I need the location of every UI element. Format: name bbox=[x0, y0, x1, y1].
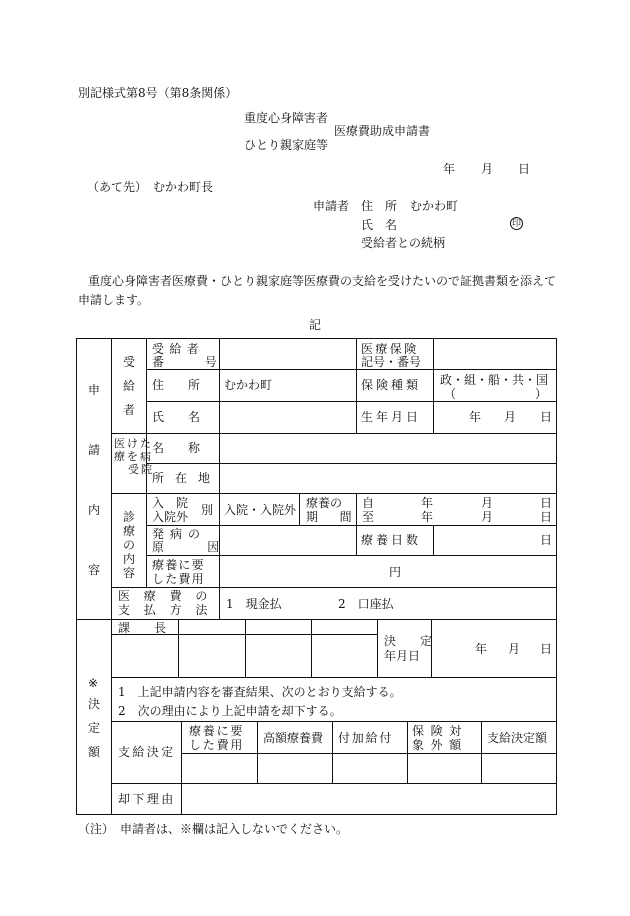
cause-label-1: 発病の bbox=[152, 527, 207, 541]
period-to-month: 月 bbox=[481, 510, 494, 524]
payment-decision-label: 支給決定 bbox=[118, 745, 176, 759]
period-to: 至 bbox=[362, 510, 375, 524]
applicant-address-value: むかわ町 bbox=[410, 199, 459, 213]
hospital-location-label: 所 在 地 bbox=[152, 471, 214, 485]
hospital-location-field[interactable] bbox=[220, 464, 556, 493]
hospital-name-field[interactable] bbox=[220, 434, 556, 463]
decision-date-label-1: 決 定 bbox=[384, 634, 439, 648]
applicant-address-label: 住 所 bbox=[361, 199, 398, 213]
col-excluded-label-1: 保険対 bbox=[412, 724, 468, 738]
birth-label: 生年月日 bbox=[361, 410, 422, 424]
date-month: 月 bbox=[481, 162, 494, 176]
decision-year: 年 bbox=[475, 642, 488, 656]
section-char-sei: 請 bbox=[88, 443, 101, 457]
cost-unit[interactable]: 円 bbox=[389, 565, 402, 579]
insurance-type-label: 保険種類 bbox=[361, 378, 422, 392]
date-year: 年 bbox=[443, 162, 456, 176]
date-day: 日 bbox=[518, 162, 531, 176]
amount-additional-field[interactable] bbox=[333, 754, 407, 783]
treatment-char-3: の bbox=[123, 538, 136, 552]
insurance-number-field[interactable] bbox=[434, 339, 556, 369]
period-from-day: 日 bbox=[540, 496, 553, 510]
amount-excluded-field[interactable] bbox=[408, 754, 481, 783]
payment-bank-option[interactable]: 2 口座払 bbox=[338, 597, 394, 611]
payment-label-2: 支払方法 bbox=[118, 603, 222, 617]
recipient-number-label-2: 番 号 bbox=[152, 355, 232, 369]
name-field[interactable] bbox=[220, 402, 355, 432]
cost-label-2: した費用 bbox=[152, 572, 205, 586]
birth-day: 日 bbox=[540, 410, 553, 424]
seal-mark: 印 bbox=[511, 219, 521, 229]
decision-day: 日 bbox=[540, 642, 553, 656]
footnote: （注） 申請者は、※欄は記入しないでください。 bbox=[78, 822, 349, 836]
birth-month: 月 bbox=[504, 410, 517, 424]
col-cost-label-2: した費用 bbox=[189, 738, 245, 752]
decision-char-1: 決 bbox=[88, 697, 101, 711]
period-to-year: 年 bbox=[421, 510, 434, 524]
decision-mark: ※ bbox=[88, 676, 99, 690]
payment-label-1: 医療費の bbox=[118, 589, 222, 603]
rejection-label: 却下理由 bbox=[118, 792, 176, 806]
hospital-name-label: 名 称 bbox=[152, 441, 201, 455]
decision-char-2: 定 bbox=[88, 721, 101, 735]
kacho-label: 課 長 bbox=[118, 621, 167, 635]
amount-total-field[interactable] bbox=[482, 754, 556, 783]
decision-date-label-2: 年月日 bbox=[384, 649, 421, 663]
decision-option-2[interactable]: 2 次の理由により上記申請を却下する。 bbox=[118, 704, 342, 718]
inpatient-label-1: 入 院 bbox=[152, 496, 189, 510]
section-char-you: 容 bbox=[88, 563, 101, 577]
section-char-shin: 申 bbox=[88, 383, 101, 397]
section-char-nai: 内 bbox=[88, 503, 101, 517]
period-label-1: 療養の bbox=[306, 496, 343, 510]
cost-label-1: 療養に要 bbox=[152, 558, 205, 572]
recipient-char-1: 受 bbox=[123, 355, 136, 369]
applicant-relation-label: 受給者との続柄 bbox=[361, 236, 446, 250]
insurance-number-label-1: 医療保険 bbox=[361, 342, 419, 356]
hospital-group-label: 医 け た 療 を 病 受 院 bbox=[114, 437, 152, 476]
recipient-char-2: 給 bbox=[123, 379, 136, 393]
cause-field[interactable] bbox=[220, 526, 355, 555]
inpatient-label-2: 入院外 bbox=[152, 510, 189, 524]
form-id: 別記様式第8号（第8条関係） bbox=[78, 86, 238, 100]
col-excluded-label-2: 象外額 bbox=[412, 738, 468, 752]
name-label: 氏 名 bbox=[152, 410, 201, 424]
inpatient-value[interactable]: 入院・入院外 bbox=[224, 503, 297, 517]
insurance-type-value[interactable]: 政・組・船・共・国 bbox=[440, 373, 549, 387]
period-from-year: 年 bbox=[421, 496, 434, 510]
amount-cost-field[interactable] bbox=[182, 754, 257, 783]
address-label: 住 所 bbox=[152, 378, 201, 392]
period-label-2: 期 間 bbox=[306, 510, 357, 524]
rejection-field[interactable] bbox=[182, 784, 556, 814]
title-line-2: 医療費助成申請書 bbox=[334, 124, 431, 138]
days-label: 療養日数 bbox=[361, 533, 422, 547]
decision-char-3: 額 bbox=[88, 745, 101, 759]
recipient-number-label-1: 受給者 bbox=[152, 342, 205, 356]
insurance-paren-open: （ bbox=[444, 387, 457, 401]
days-unit: 日 bbox=[540, 533, 553, 547]
recipient-number-field[interactable] bbox=[220, 339, 355, 369]
addressee: （あて先） むかわ町長 bbox=[87, 180, 214, 194]
body-text-line-2: 申請します。 bbox=[78, 293, 150, 307]
title-line-3: ひとり親家庭等 bbox=[244, 138, 329, 152]
kacho-stamp-field[interactable] bbox=[112, 635, 178, 677]
period-to-day: 日 bbox=[540, 510, 553, 524]
col-high-label: 高額療養費 bbox=[263, 731, 324, 745]
payment-cash-option[interactable]: 1 現金払 bbox=[226, 597, 282, 611]
insurance-number-label-2: 記号・番号 bbox=[361, 355, 422, 369]
period-from: 自 bbox=[362, 496, 375, 510]
treatment-char-2: 療 bbox=[123, 524, 136, 538]
decision-month: 月 bbox=[508, 642, 521, 656]
col-additional-label: 付加給付 bbox=[338, 731, 394, 745]
treatment-char-5: 容 bbox=[123, 566, 136, 580]
applicant-label: 申請者 bbox=[313, 199, 350, 213]
col-cost-label-1: 療養に要 bbox=[189, 724, 245, 738]
title-line-1: 重度心身障害者 bbox=[244, 111, 329, 125]
decision-option-1[interactable]: 1 上記申請内容を審査結果、次のとおり支給する。 bbox=[118, 685, 402, 699]
applicant-name-label: 氏 名 bbox=[361, 218, 398, 232]
address-value[interactable]: むかわ町 bbox=[224, 378, 273, 392]
ki-label: 記 bbox=[309, 318, 322, 332]
cause-label-2: 原 因 bbox=[152, 540, 235, 554]
body-text-line-1: 重度心身障害者医療費・ひとり親家庭等医療費の支給を受けたいので証拠書類を添えて bbox=[88, 274, 557, 288]
treatment-char-4: 内 bbox=[123, 552, 136, 566]
inpatient-betsu: 別 bbox=[201, 503, 214, 517]
insurance-paren-close: ） bbox=[535, 387, 548, 401]
recipient-char-3: 者 bbox=[123, 403, 136, 417]
amount-high-field[interactable] bbox=[258, 754, 332, 783]
col-total-label: 支給決定額 bbox=[487, 731, 548, 745]
treatment-char-1: 診 bbox=[123, 510, 136, 524]
period-from-month: 月 bbox=[481, 496, 494, 510]
birth-year: 年 bbox=[469, 410, 482, 424]
